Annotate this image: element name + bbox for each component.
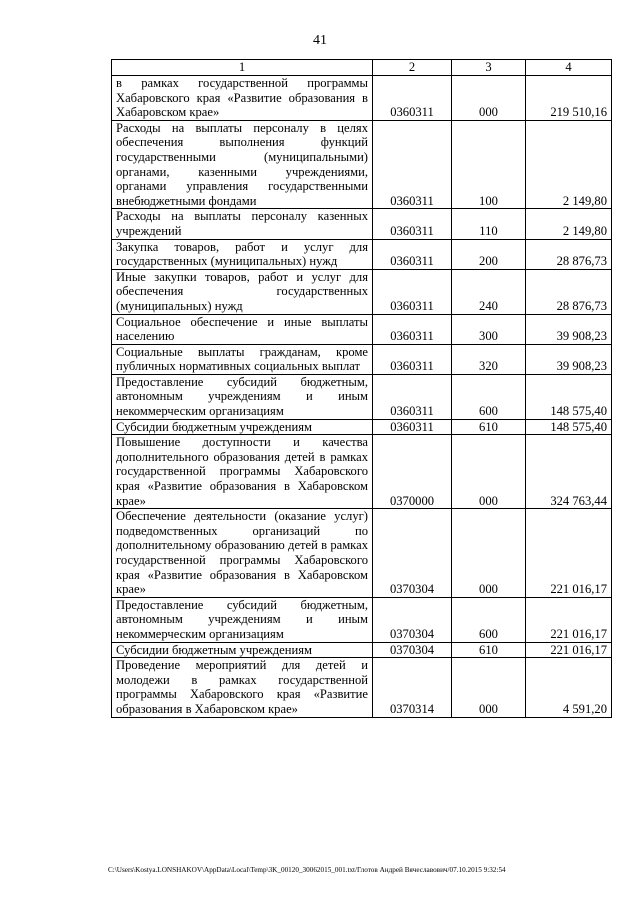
row-amount: 324 763,44	[526, 435, 612, 509]
table-row	[112, 209, 612, 239]
row-target-code: 0360311	[373, 419, 452, 435]
row-expense-type: 000	[452, 76, 526, 121]
row-description: Обеспечение деятельности (оказание услуг) подведомственных организаций по дополнительному образованию детей в рамках государственной программы Хабаровского края «Развитие образования в Хабаровском крае»	[112, 509, 373, 598]
row-expense-type: 100	[452, 120, 526, 209]
row-amount: 148 575,40	[526, 374, 612, 419]
row-target-code: 0370304	[373, 597, 452, 642]
row-description: Социальное обеспечение и иные выплаты населению	[112, 314, 373, 344]
table-row	[112, 435, 612, 509]
row-amount: 148 575,40	[526, 419, 612, 435]
table-row	[112, 120, 612, 209]
row-description: Закупка товаров, работ и услуг для государственных (муниципальных) нужд	[112, 239, 373, 269]
table-row	[112, 509, 612, 598]
table-row	[112, 642, 612, 658]
footer-file-path: C:\Users\Kostya.LONSHAKOV\AppData\Local\Temp\3K_00120_30062015_001.txt/Глотов Андрей Вячеславович/07.10.2015 9:32:54	[108, 866, 506, 874]
row-expense-type: 000	[452, 658, 526, 717]
row-description: Субсидии бюджетным учреждениям	[112, 642, 373, 658]
row-expense-type: 600	[452, 374, 526, 419]
table-row	[112, 658, 612, 717]
table-row	[112, 314, 612, 344]
table-row	[112, 344, 612, 374]
row-expense-type: 320	[452, 344, 526, 374]
row-description: Социальные выплаты гражданам, кроме публичных нормативных социальных выплат	[112, 344, 373, 374]
column-header-1: 1	[112, 60, 373, 76]
row-description: Субсидии бюджетным учреждениям	[112, 419, 373, 435]
row-description: Повышение доступности и качества дополнительного образования детей в рамках государственной программы Хабаровского края «Развитие образования в Хабаровском крае»	[112, 435, 373, 509]
row-expense-type: 000	[452, 509, 526, 598]
row-amount: 4 591,20	[526, 658, 612, 717]
table-row	[112, 76, 612, 121]
column-header-4: 4	[526, 60, 612, 76]
row-amount: 28 876,73	[526, 239, 612, 269]
row-amount: 221 016,17	[526, 642, 612, 658]
row-expense-type: 300	[452, 314, 526, 344]
row-expense-type: 110	[452, 209, 526, 239]
row-amount: 221 016,17	[526, 509, 612, 598]
column-header-2: 2	[373, 60, 452, 76]
row-amount: 39 908,23	[526, 314, 612, 344]
row-description: Расходы на выплаты персоналу в целях обеспечения выполнения функций государственными (муниципальными) органами, казенными учреждениями, органами управления государственными внебюджетными фондами	[112, 120, 373, 209]
table-row	[112, 374, 612, 419]
row-target-code: 0370304	[373, 642, 452, 658]
row-expense-type: 000	[452, 435, 526, 509]
row-amount: 221 016,17	[526, 597, 612, 642]
row-expense-type: 600	[452, 597, 526, 642]
row-description: Проведение мероприятий для детей и молодежи в рамках государственной программы Хабаровского края «Развитие образования в Хабаровском крае»	[112, 658, 373, 717]
row-expense-type: 610	[452, 642, 526, 658]
row-amount: 39 908,23	[526, 344, 612, 374]
page-number: 41	[313, 33, 327, 48]
row-target-code: 0370304	[373, 509, 452, 598]
row-target-code: 0360311	[373, 209, 452, 239]
row-target-code: 0370000	[373, 435, 452, 509]
row-description: Предоставление субсидий бюджетным, автономным учреждениям и иным некоммерческим организациям	[112, 597, 373, 642]
table-row	[112, 239, 612, 269]
table-header-row	[112, 60, 612, 76]
row-description: Предоставление субсидий бюджетным, автономным учреждениям и иным некоммерческим организациям	[112, 374, 373, 419]
column-header-3: 3	[452, 60, 526, 76]
table-row	[112, 419, 612, 435]
row-expense-type: 610	[452, 419, 526, 435]
row-target-code: 0360311	[373, 269, 452, 314]
row-description: Расходы на выплаты персоналу казенных учреждений	[112, 209, 373, 239]
row-expense-type: 240	[452, 269, 526, 314]
row-target-code: 0360311	[373, 76, 452, 121]
row-expense-type: 200	[452, 239, 526, 269]
row-target-code: 0360311	[373, 239, 452, 269]
row-amount: 2 149,80	[526, 120, 612, 209]
row-target-code: 0360311	[373, 314, 452, 344]
row-amount: 28 876,73	[526, 269, 612, 314]
row-description: Иные закупки товаров, работ и услуг для обеспечения государственных (муниципальных) нужд	[112, 269, 373, 314]
table-row	[112, 269, 612, 314]
row-target-code: 0360311	[373, 344, 452, 374]
row-description: в рамках государственной программы Хабаровского края «Развитие образования в Хабаровском крае»	[112, 76, 373, 121]
table-row	[112, 597, 612, 642]
row-target-code: 0370314	[373, 658, 452, 717]
row-target-code: 0360311	[373, 120, 452, 209]
row-target-code: 0360311	[373, 374, 452, 419]
row-amount: 2 149,80	[526, 209, 612, 239]
budget-table	[111, 59, 612, 718]
row-amount: 219 510,16	[526, 76, 612, 121]
